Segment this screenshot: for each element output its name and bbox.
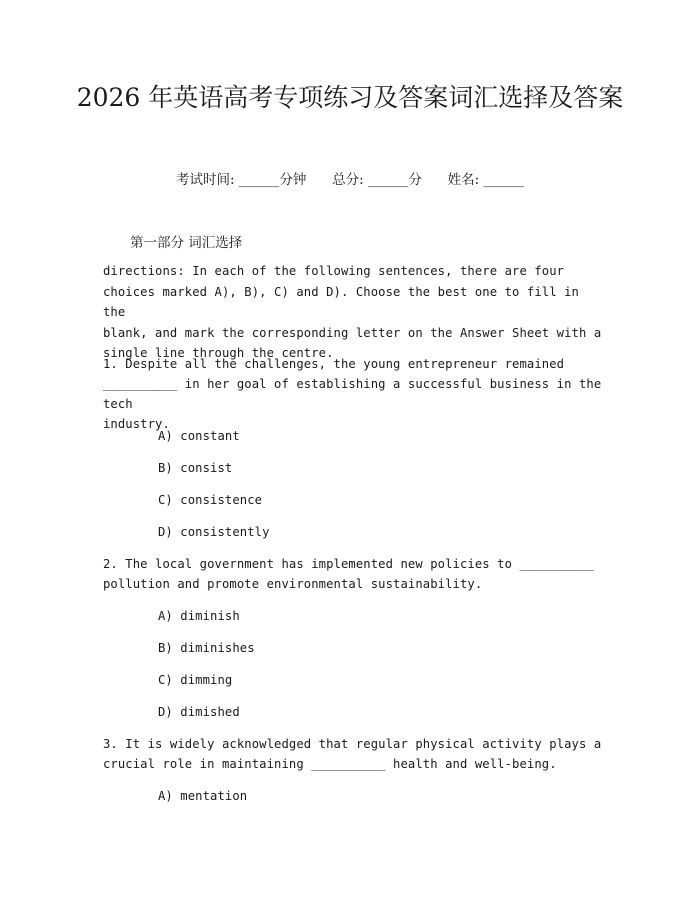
document-title: 2026 年英语高考专项练习及答案词汇选择及答案 [76,83,624,112]
section-title: 第一部分 词汇选择 [130,235,243,251]
exam-time-label: 考试时间: ______分钟 [175,172,307,188]
exam-meta [0,168,700,188]
question-3-option-a: A) mentation [158,789,248,803]
question-1-option-c: C) consistence [158,493,263,507]
question-2-text: 2. The local government has implemented new policies to __________ pollution and promote environmental sustainability. [103,557,594,591]
question-1-option-b: B) consist [158,461,233,475]
directions-text: directions: In each of the following sentences, there are four choices marked A), B), C) and D). Choose the best one to fill in the blank, and mark the corresponding letter on the Answer Sheet with a single line through the centre. [103,264,602,360]
question-2-option-d: D) dimished [158,705,240,719]
question-1-text: 1. Despite all the challenges, the young entrepreneur remained __________ in her goal of establishing a successful business in the tech industry. [103,357,602,431]
total-score-label: 总分: ______分 [332,172,422,188]
student-name-label: 姓名: ______ [447,172,525,188]
question-1-option-d: D) consistently [158,525,270,539]
question-1-option-a: A) constant [158,429,240,443]
question-3-text: 3. It is widely acknowledged that regular physical activity plays a crucial role in maintaining __________ health and well-being. [103,737,602,771]
question-2-option-b: B) diminishes [158,641,255,655]
question-2-option-a: A) diminish [158,609,240,623]
question-2-option-c: C) dimming [158,673,233,687]
